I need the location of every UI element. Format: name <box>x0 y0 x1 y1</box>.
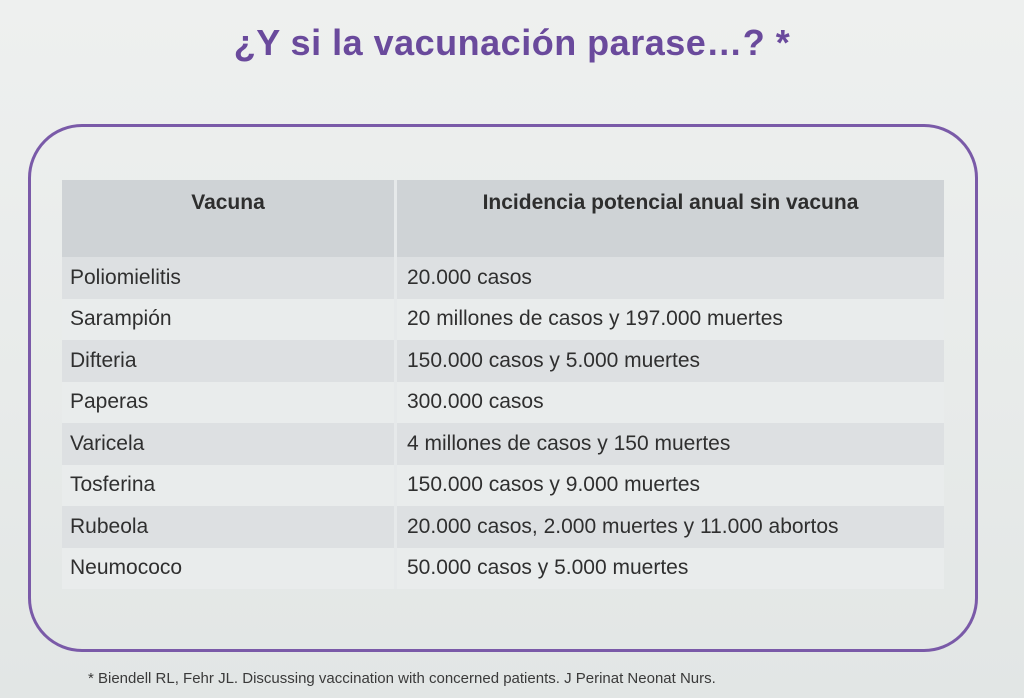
table-header-row <box>62 180 944 257</box>
footnote-citation: * Biendell RL, Fehr JL. Discussing vaccination with concerned patients. J Perinat Neonat Nurs. <box>88 670 716 687</box>
cell-incidencia: 20.000 casos <box>396 257 945 299</box>
header-incidencia-text: Incidencia potencial anual sin vacuna <box>482 191 859 214</box>
table-row <box>62 299 944 341</box>
cell-incidencia: 20 millones de casos y 197.000 muertes <box>396 299 945 341</box>
table-row <box>62 382 944 424</box>
cell-vacuna: Varicela <box>62 423 396 465</box>
table-row <box>62 506 944 548</box>
cell-incidencia: 4 millones de casos y 150 muertes <box>396 423 945 465</box>
cell-incidencia: 50.000 casos y 5.000 muertes <box>396 548 945 590</box>
cell-vacuna: Neumococo <box>62 548 396 590</box>
table-row <box>62 340 944 382</box>
table-row <box>62 257 944 299</box>
table-row <box>62 548 944 590</box>
cell-vacuna: Tosferina <box>62 465 396 507</box>
cell-incidencia: 300.000 casos <box>396 382 945 424</box>
cell-incidencia: 150.000 casos y 5.000 muertes <box>396 340 945 382</box>
table-row <box>62 465 944 507</box>
cell-vacuna: Sarampión <box>62 299 396 341</box>
cell-vacuna: Paperas <box>62 382 396 424</box>
vaccine-table <box>62 180 944 589</box>
header-vacuna: Vacuna <box>62 180 396 257</box>
cell-vacuna: Difteria <box>62 340 396 382</box>
header-incidencia <box>396 180 945 257</box>
cell-vacuna: Rubeola <box>62 506 396 548</box>
slide-title: ¿Y si la vacunación parase…? * <box>233 22 791 63</box>
cell-vacuna: Poliomielitis <box>62 257 396 299</box>
cell-incidencia: 20.000 casos, 2.000 muertes y 11.000 abortos <box>396 506 945 548</box>
table-row <box>62 423 944 465</box>
cell-incidencia: 150.000 casos y 9.000 muertes <box>396 465 945 507</box>
